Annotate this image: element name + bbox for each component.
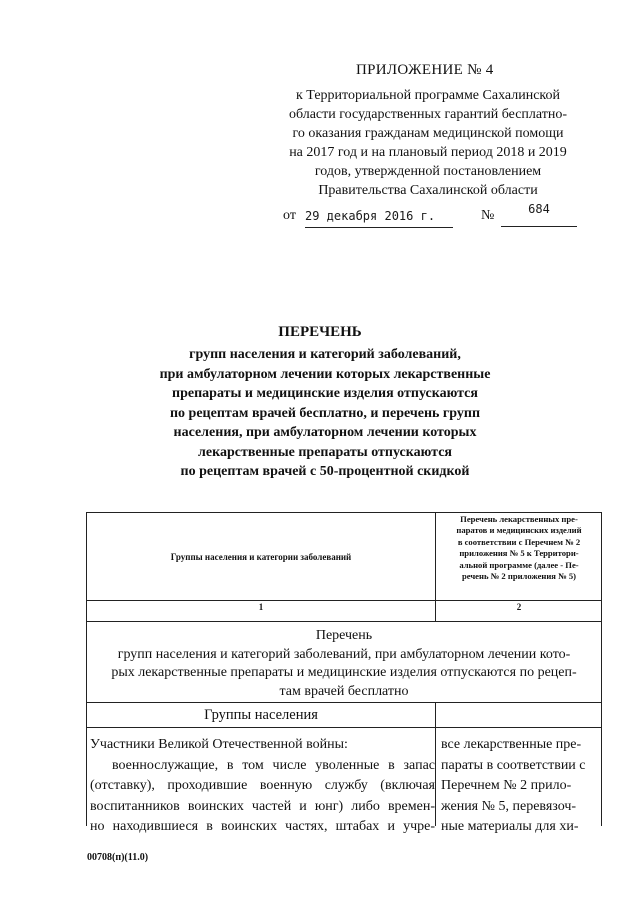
appendix-reference-line: к Территориальной программе Сахалинской [296, 88, 560, 103]
column-2-header-line: Перечень лекарственных пре- [460, 514, 578, 524]
row-1-column-2-line: ные материалы для хи- [441, 819, 579, 834]
table-row-divider [86, 702, 602, 703]
table-border-right [601, 512, 602, 826]
row-1-column-1-line: воспитанников воинских частей и юнг) либо времен- [90, 798, 435, 814]
document-subheading [110, 345, 540, 482]
table-column-divider [435, 512, 436, 621]
column-2-header-line: приложения № 5 к Территори- [459, 548, 579, 559]
appendix-reference-line: го оказания гражданам медицинской помощи [292, 126, 564, 141]
document-heading: ПЕРЕЧЕНЬ [278, 324, 362, 340]
row-1-column-1-line: но находившиеся в воинских частях, штабах и учре- [90, 819, 435, 834]
subheading-line: по рецептам врачей с 50-процентной скидкой [180, 464, 470, 479]
column-2-header-line: альной программе (далее - Пе- [459, 559, 579, 570]
row-1-column-2 [441, 735, 598, 838]
table-border-left [86, 512, 87, 826]
date-number-row [283, 202, 583, 230]
section-title-line: там врачей бесплатно [279, 683, 409, 699]
subheading-line: населения, при амбулаторном лечении которых [173, 425, 477, 440]
subheading-line: препараты и медицинские изделия отпускаются [172, 386, 478, 401]
subheading-line: при амбулаторном лечении которых лекарственные [159, 366, 491, 382]
appendix-reference-line: Правительства Сахалинской области [318, 183, 538, 198]
row-1-column-1-line: военнослужащие, в том числе уволенные в запас [112, 757, 435, 773]
subheading-line: лекарственные препараты отпускаются [198, 444, 452, 460]
appendix-reference-line: области государственных гарантий бесплатно- [288, 107, 568, 122]
date-prefix: от [283, 208, 296, 223]
column-1-header: Группы населения и категории заболеваний [170, 552, 352, 562]
row-1-column-1 [90, 735, 435, 838]
row-1-column-2-line: все лекарственные пре- [441, 737, 582, 752]
column-2-header-line: речень № 2 приложения № 5) [461, 571, 577, 582]
section-title [88, 627, 600, 701]
column-1-number: 1 [258, 602, 264, 612]
section-title-line: групп населения и категорий заболеваний, при амбулаторном лечении кото- [117, 646, 571, 662]
footer-code: 00708(п)(11.0) [87, 852, 149, 863]
number-value: 684 [501, 202, 577, 227]
row-1-column-2-line: жения № 5, перевязоч- [441, 798, 577, 814]
subheading-line: групп населения и категорий заболеваний, [189, 347, 461, 362]
row-1-column-1-line: Участники Великой Отечественной войны: [90, 737, 348, 752]
section-title-line: рых лекарственные препараты и медицинские изделия отпускаются по рецеп- [111, 665, 577, 680]
column-2-header [438, 514, 600, 600]
appendix-title: ПРИЛОЖЕНИЕ № 4 [356, 62, 494, 78]
row-1-column-2-line: Перечнем № 2 прило- [441, 778, 572, 793]
table-row-divider [86, 600, 602, 601]
subheading-line: по рецептам врачей бесплатно, и перечень групп [169, 405, 481, 421]
column-2-number: 2 [516, 602, 522, 612]
column-2-header-line: в соответствии с Перечнем № 2 [457, 536, 581, 547]
table-row-divider [86, 621, 602, 622]
number-prefix: № [481, 208, 495, 223]
date-value: 29 декабря 2016 г. [305, 209, 453, 228]
row-1-column-1-line: (отставку), проходившие военную службу (включая [90, 778, 435, 793]
section-title-line: Перечень [315, 628, 373, 643]
groups-subheader: Группы населения [204, 707, 318, 723]
table-row-divider [86, 727, 602, 728]
table-border-top [86, 512, 602, 513]
row-1-column-2-line: параты в соответствии с [441, 757, 586, 773]
appendix-reference-line: на 2017 год и на плановый период 2018 и 2019 [289, 145, 567, 160]
table-column-divider [435, 702, 436, 826]
column-2-header-line: паратов и медицинских изделий [456, 525, 582, 536]
appendix-reference [268, 86, 588, 200]
appendix-reference-line: годов, утвержденной постановлением [314, 164, 542, 179]
